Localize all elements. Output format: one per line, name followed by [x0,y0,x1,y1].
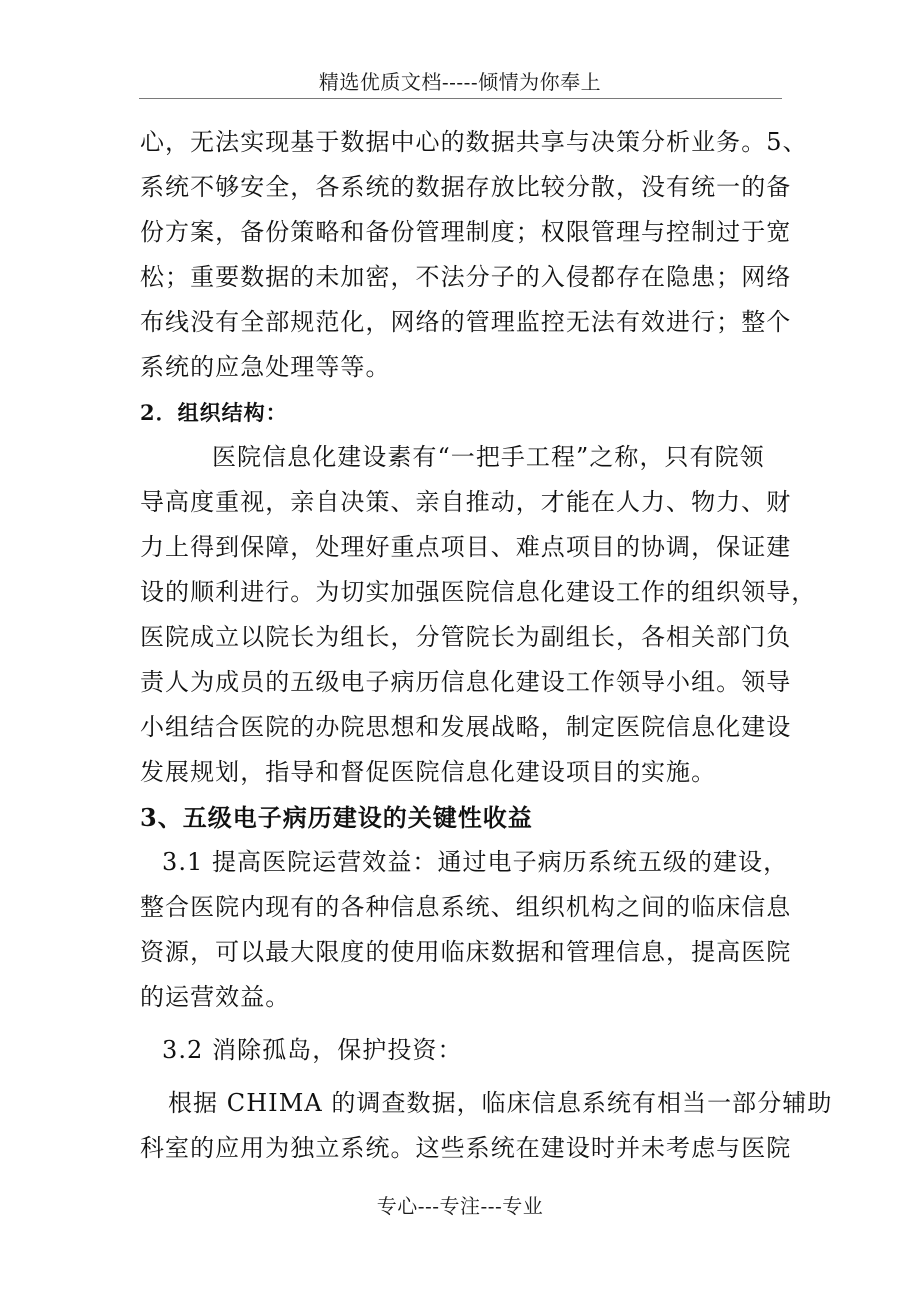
paragraph-line: 根据 CHIMA 的调查数据，临床信息系统有相当一部分辅助 [168,1089,833,1117]
page-header: 精选优质文档-----倾情为你奉上 [318,70,602,94]
paragraph-gap [140,1020,782,1028]
paragraph-line: 资源，可以最大限度的使用临床数据和管理信息，提高医院 [140,938,792,966]
paragraph-line: 医院信息化建设素有“一把手工程”之称，只有院领 [212,443,765,471]
paragraph-line: 心，无法实现基于数据中心的数据共享与决策分析业务。5、 [140,128,808,156]
paragraph-line: 松；重要数据的未加密，不法分子的入侵都存在隐患；网络 [140,263,792,291]
page-footer: 专心---专注---专业 [376,1194,544,1218]
paragraph-line: 小组结合医院的办院思想和发展战略，制定医院信息化建设 [140,713,792,741]
paragraph-line: 系统的应急处理等等。 [140,353,391,381]
paragraph-line: 的运营效益。 [140,983,291,1011]
paragraph-gap [140,1073,782,1081]
paragraph-line: 发展规划，指导和督促医院信息化建设项目的实施。 [140,758,717,786]
document-body [140,120,833,1171]
paragraph-line: 设的顺利进行。为切实加强医院信息化建设工作的组织领导， [140,578,817,606]
paragraph-line: 系统不够安全，各系统的数据存放比较分散，没有统一的备 [140,173,792,201]
paragraph-line: 力上得到保障，处理好重点项目、难点项目的协调，保证建 [140,533,792,561]
header-divider [139,98,782,99]
section-heading: 2．组织结构： [140,400,288,425]
subsection-heading: 3.2 消除孤岛，保护投资： [162,1036,463,1064]
paragraph-line: 医院成立以院长为组长，分管院长为副组长，各相关部门负 [140,623,792,651]
paragraph-line: 份方案，备份策略和备份管理制度；权限管理与控制过于宽 [140,218,792,246]
paragraph-line: 3.1 提高医院运营效益：通过电子病历系统五级的建设， [162,848,789,876]
section-heading: 3、五级电子病历建设的关键性收益 [140,803,533,832]
paragraph-line: 布线没有全部规范化，网络的管理监控无法有效进行；整个 [140,308,792,336]
paragraph-line: 整合医院内现有的各种信息系统、组织机构之间的临床信息 [140,893,792,921]
paragraph-line: 科室的应用为独立系统。这些系统在建设时并未考虑与医院 [140,1134,792,1162]
paragraph-line: 责人为成员的五级电子病历信息化建设工作领导小组。领导 [140,668,792,696]
paragraph-line: 导高度重视，亲自决策、亲自推动，才能在人力、物力、财 [140,488,792,516]
